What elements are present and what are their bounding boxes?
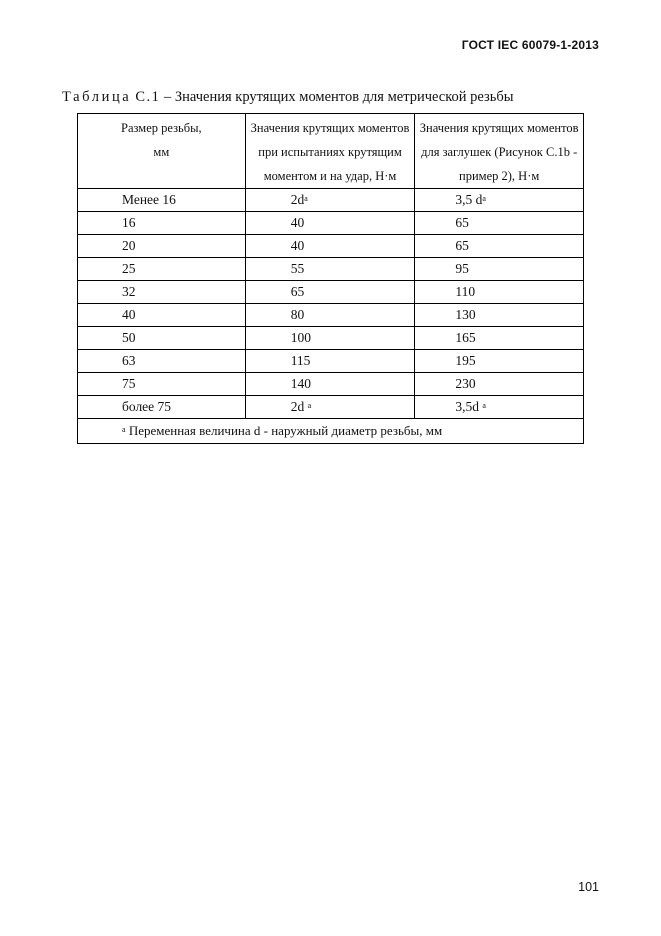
cell-plug-torque [415, 235, 584, 258]
cell-thread-size [78, 235, 246, 258]
cell-thread-size [78, 189, 246, 212]
cell-plug-torque [415, 350, 584, 373]
cell-torque-test [245, 327, 415, 350]
cell-plug-torque-value: 95 [455, 261, 469, 276]
table-row [78, 396, 584, 419]
cell-thread-size-value: 50 [122, 330, 136, 345]
cell-torque-test [245, 350, 415, 373]
cell-torque-test [245, 258, 415, 281]
table-row [78, 281, 584, 304]
cell-plug-torque [415, 373, 584, 396]
cell-torque-test-value: 2d [290, 192, 305, 207]
table-footnote [78, 419, 584, 444]
cell-plug-torque [415, 189, 584, 212]
cell-plug-torque-value: 3,5 d [455, 192, 483, 207]
footnote-text: Переменная величина d - наружный диаметр резьбы, мм [125, 423, 443, 438]
cell-torque-test-value: 65 [290, 284, 305, 299]
cell-thread-size [78, 350, 246, 373]
table-header-row [78, 114, 584, 189]
cell-thread-size [78, 281, 246, 304]
cell-torque-test-value: 40 [290, 238, 305, 253]
table-row [78, 327, 584, 350]
cell-thread-size-value: 40 [122, 307, 136, 322]
cell-thread-size-value: 25 [122, 261, 136, 276]
cell-torque-test-value: 40 [290, 215, 305, 230]
cell-thread-size-value: 16 [122, 215, 136, 230]
cell-thread-size [78, 327, 246, 350]
cell-thread-size-value: 63 [122, 353, 136, 368]
cell-torque-test-value: 2d [290, 399, 308, 414]
table-caption [62, 89, 514, 106]
document-code: ГОСТ IEC 60079-1-2013 [461, 38, 599, 52]
cell-thread-size [78, 304, 246, 327]
footnote-row [78, 419, 584, 444]
header-plug-torque: Значения крутящих моментов для заглушек (Рисунок С.1b - пример 2), Н·м [415, 114, 584, 189]
cell-plug-torque-value: 3,5d [455, 399, 483, 414]
cell-thread-size [78, 212, 246, 235]
cell-torque-test [245, 396, 415, 419]
header-torque-test: Значения крутящих моментов при испытаниях крутящим моментом и на удар, Н·м [245, 114, 415, 189]
cell-thread-size-value: Менее 16 [122, 192, 176, 207]
footnote-ref: a [482, 401, 486, 410]
cell-plug-torque [415, 396, 584, 419]
cell-torque-test-value: 100 [290, 330, 311, 345]
cell-plug-torque-value: 165 [455, 330, 476, 345]
cell-plug-torque [415, 304, 584, 327]
table-caption-title: – Значения крутящих моментов для метрической резьбы [160, 89, 514, 105]
table-caption-label: Таблица [62, 89, 132, 105]
cell-thread-size-value: 20 [122, 238, 136, 253]
cell-thread-size [78, 258, 246, 281]
torque-table [77, 113, 584, 444]
cell-plug-torque [415, 212, 584, 235]
cell-plug-torque-value: 130 [455, 307, 476, 322]
cell-torque-test-value: 115 [290, 353, 311, 368]
table-row [78, 212, 584, 235]
cell-torque-test [245, 235, 415, 258]
table-row [78, 350, 584, 373]
table-row [78, 304, 584, 327]
cell-plug-torque-value: 230 [455, 376, 476, 391]
footnote-ref: a [307, 401, 312, 410]
table-row [78, 373, 584, 396]
table-row [78, 258, 584, 281]
cell-plug-torque-value: 65 [455, 238, 469, 253]
page-number: 101 [578, 880, 599, 894]
footnote-ref: a [482, 194, 486, 203]
cell-thread-size [78, 373, 246, 396]
cell-torque-test-value: 55 [290, 261, 305, 276]
cell-torque-test [245, 373, 415, 396]
cell-plug-torque [415, 281, 584, 304]
table-caption-number: С.1 [135, 89, 161, 105]
cell-plug-torque [415, 258, 584, 281]
cell-thread-size-value: 75 [122, 376, 136, 391]
cell-plug-torque-value: 110 [455, 284, 476, 299]
footnote-marker: a [122, 425, 126, 434]
cell-thread-size-value: более 75 [122, 399, 172, 414]
cell-plug-torque-value: 195 [455, 353, 476, 368]
cell-thread-size-value: 32 [122, 284, 136, 299]
table-row [78, 189, 584, 212]
cell-torque-test [245, 189, 415, 212]
cell-torque-test [245, 212, 415, 235]
cell-torque-test-value: 80 [290, 307, 305, 322]
footnote-ref: a [304, 194, 308, 203]
cell-thread-size [78, 396, 246, 419]
header-thread-size: Размер резьбы, мм [78, 114, 246, 189]
cell-torque-test-value: 140 [290, 376, 311, 391]
cell-torque-test [245, 304, 415, 327]
table-row [78, 235, 584, 258]
cell-plug-torque [415, 327, 584, 350]
cell-torque-test [245, 281, 415, 304]
cell-plug-torque-value: 65 [455, 215, 469, 230]
